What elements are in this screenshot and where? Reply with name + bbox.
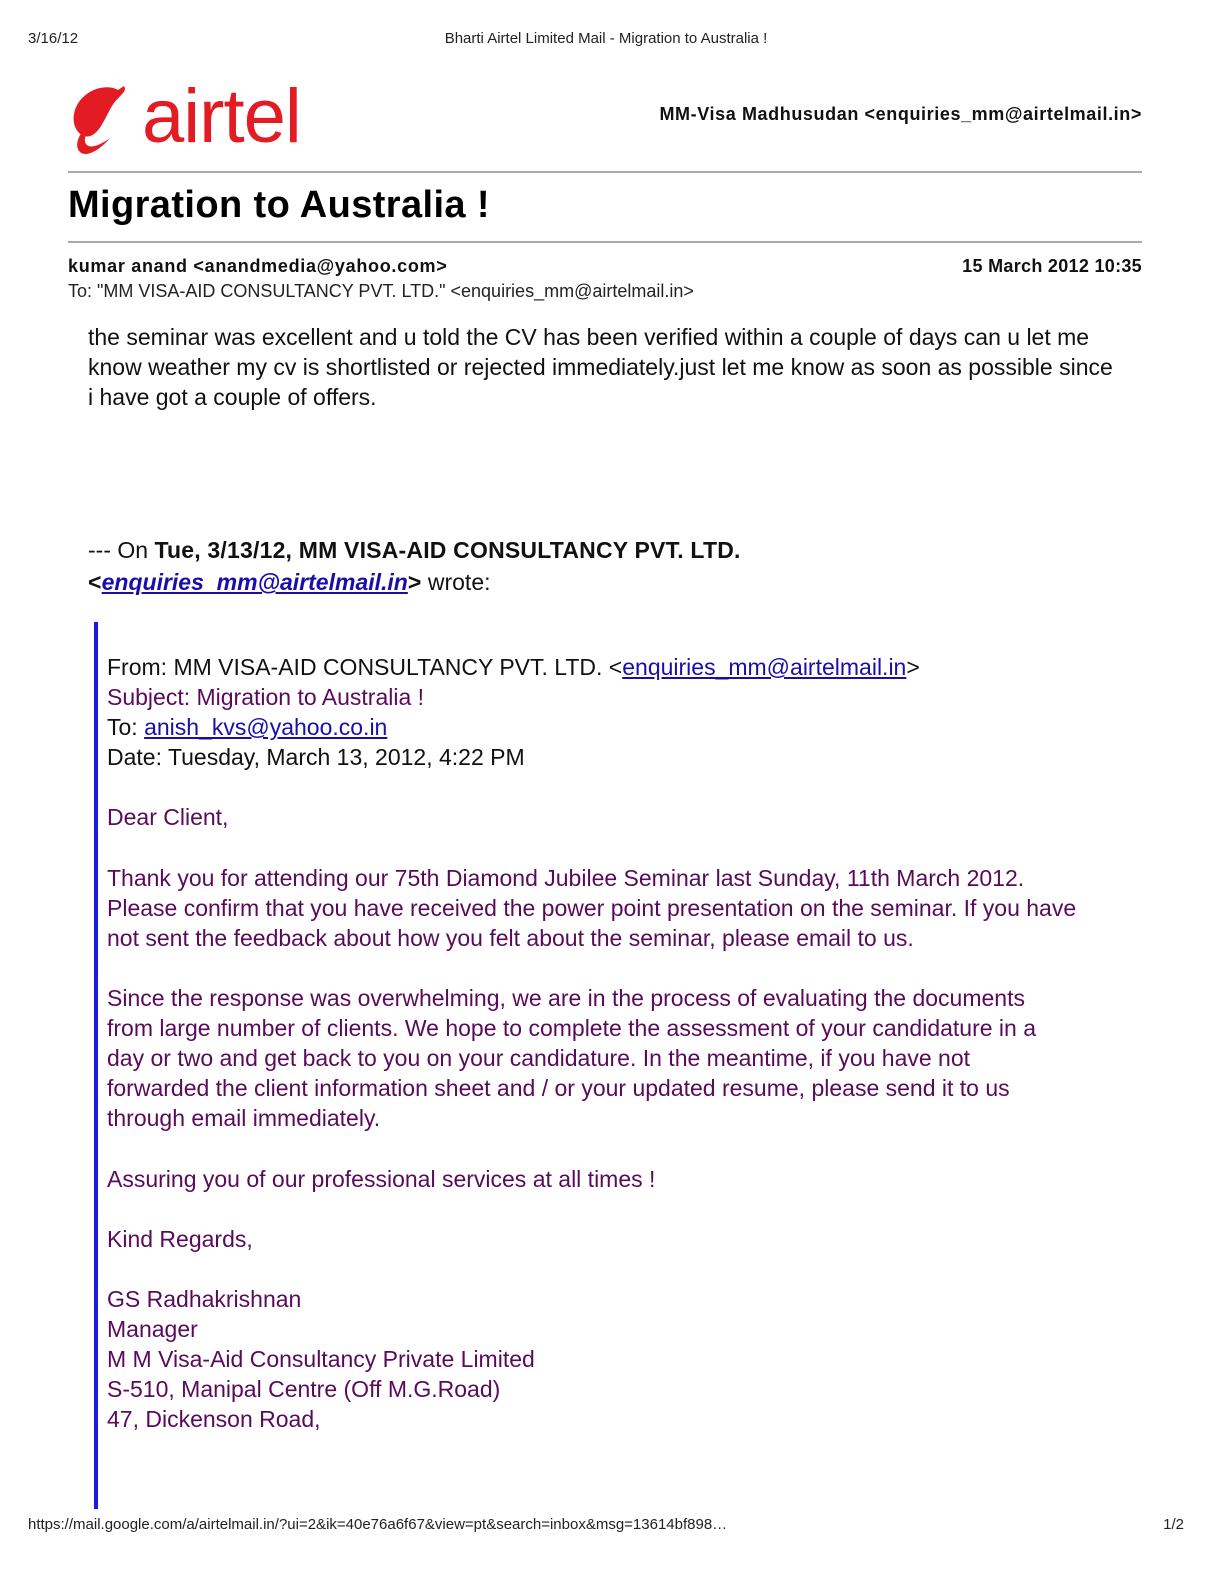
quoted-para-2: Since the response was overwhelming, we are in the process of evaluating the documents from large number of clients. We hope to complete the assessment of your candidature in a day or two and get back to you on your candidature. In the meantime, if you have not forwarded the client information sheet and / or your updated resume, please send it to us through email immediately. [107, 985, 1037, 1132]
logo-wordmark: airtel [142, 74, 301, 159]
signature-address-2: 47, Dickenson Road, [107, 1406, 321, 1433]
page-title: Migration to Australia ! [68, 184, 490, 226]
print-header [28, 30, 1184, 50]
message-body: the seminar was excellent and u told the CV has been verified within a couple of days can u let me know weather my cv is shortlisted or rejected immediately.just let me know as soon as possible since i have got a couple of offers. [88, 324, 1113, 410]
message-header [68, 256, 1142, 302]
signature-title: Manager [107, 1316, 198, 1343]
signature-address-1: S-510, Manipal Centre (Off M.G.Road) [107, 1376, 501, 1403]
divider [68, 171, 1142, 173]
print-footer [28, 1516, 1184, 1536]
quote-prefix: --- On [88, 537, 155, 563]
signature-company: M M Visa-Aid Consultancy Private Limited [107, 1346, 535, 1373]
quoted-closing: Kind Regards, [107, 1225, 253, 1252]
message-date: 15 March 2012 10:35 [962, 256, 1142, 276]
print-title: Bharti Airtel Limited Mail - Migration to Australia ! [444, 30, 768, 47]
quoted-para-1a: Thank you for attending our 75th Diamond Jubilee Seminar last Sunday, 11th March 2012. [107, 864, 1025, 891]
quoted-subject: Subject: Migration to Australia ! [107, 684, 425, 711]
quote-date-sender: Tue, 3/13/12, MM VISA-AID CONSULTANCY PVT. LTD. [154, 537, 741, 563]
quoted-date: Date: Tuesday, March 13, 2012, 4:22 PM [107, 744, 525, 771]
airtel-swirl-icon [66, 84, 138, 160]
brand-header [66, 76, 1142, 166]
quoted-from-email-link[interactable]: enquiries_mm@airtelmail.in [622, 654, 907, 680]
quoted-from-end: > [906, 654, 920, 680]
quote-lt: < [88, 569, 102, 595]
quoted-to [107, 712, 1077, 742]
quoted-para-3: Assuring you of our professional services at all times ! [107, 1165, 656, 1192]
divider [68, 241, 1142, 243]
airtel-logo [66, 74, 301, 159]
sender: kumar anand <anandmedia@yahoo.com> [68, 256, 448, 276]
quote-email-link[interactable]: enquiries_mm@airtelmail.in [101, 569, 408, 595]
quoted-greeting: Dear Client, [107, 804, 229, 831]
quoted-to-email-link[interactable]: anish_kvs@yahoo.co.in [144, 714, 388, 741]
signature-name: GS Radhakrishnan [107, 1285, 302, 1312]
quote-suffix: wrote: [421, 569, 491, 595]
quoted-para-1b: Please confirm that you have received the power point presentation on the seminar. If you have not sent the feedback about how you felt about the seminar, please email to us. [107, 894, 1077, 951]
print-date: 3/16/12 [28, 30, 79, 47]
quote-gt: > [407, 569, 422, 595]
quoted-message [107, 652, 1077, 1434]
print-url: https://mail.google.com/a/airtelmail.in/?ui=2&ik=40e76a6f67&view=pt&search=inbox&msg=13614bf898… [28, 1516, 728, 1533]
quoted-from [107, 652, 1077, 682]
page-number: 1/2 [1163, 1516, 1184, 1533]
quoted-from-label: From: MM VISA-AID CONSULTANCY PVT. LTD. < [107, 654, 623, 680]
account-name: MM-Visa Madhusudan <enquiries_mm@airtelmail.in> [659, 104, 1142, 124]
recipient-line: To: "MM VISA-AID CONSULTANCY PVT. LTD." <enquiries_mm@airtelmail.in> [68, 281, 694, 301]
quoted-to-label: To: [107, 714, 145, 741]
quote-bar [94, 622, 98, 1509]
quote-attribution [88, 534, 1118, 598]
